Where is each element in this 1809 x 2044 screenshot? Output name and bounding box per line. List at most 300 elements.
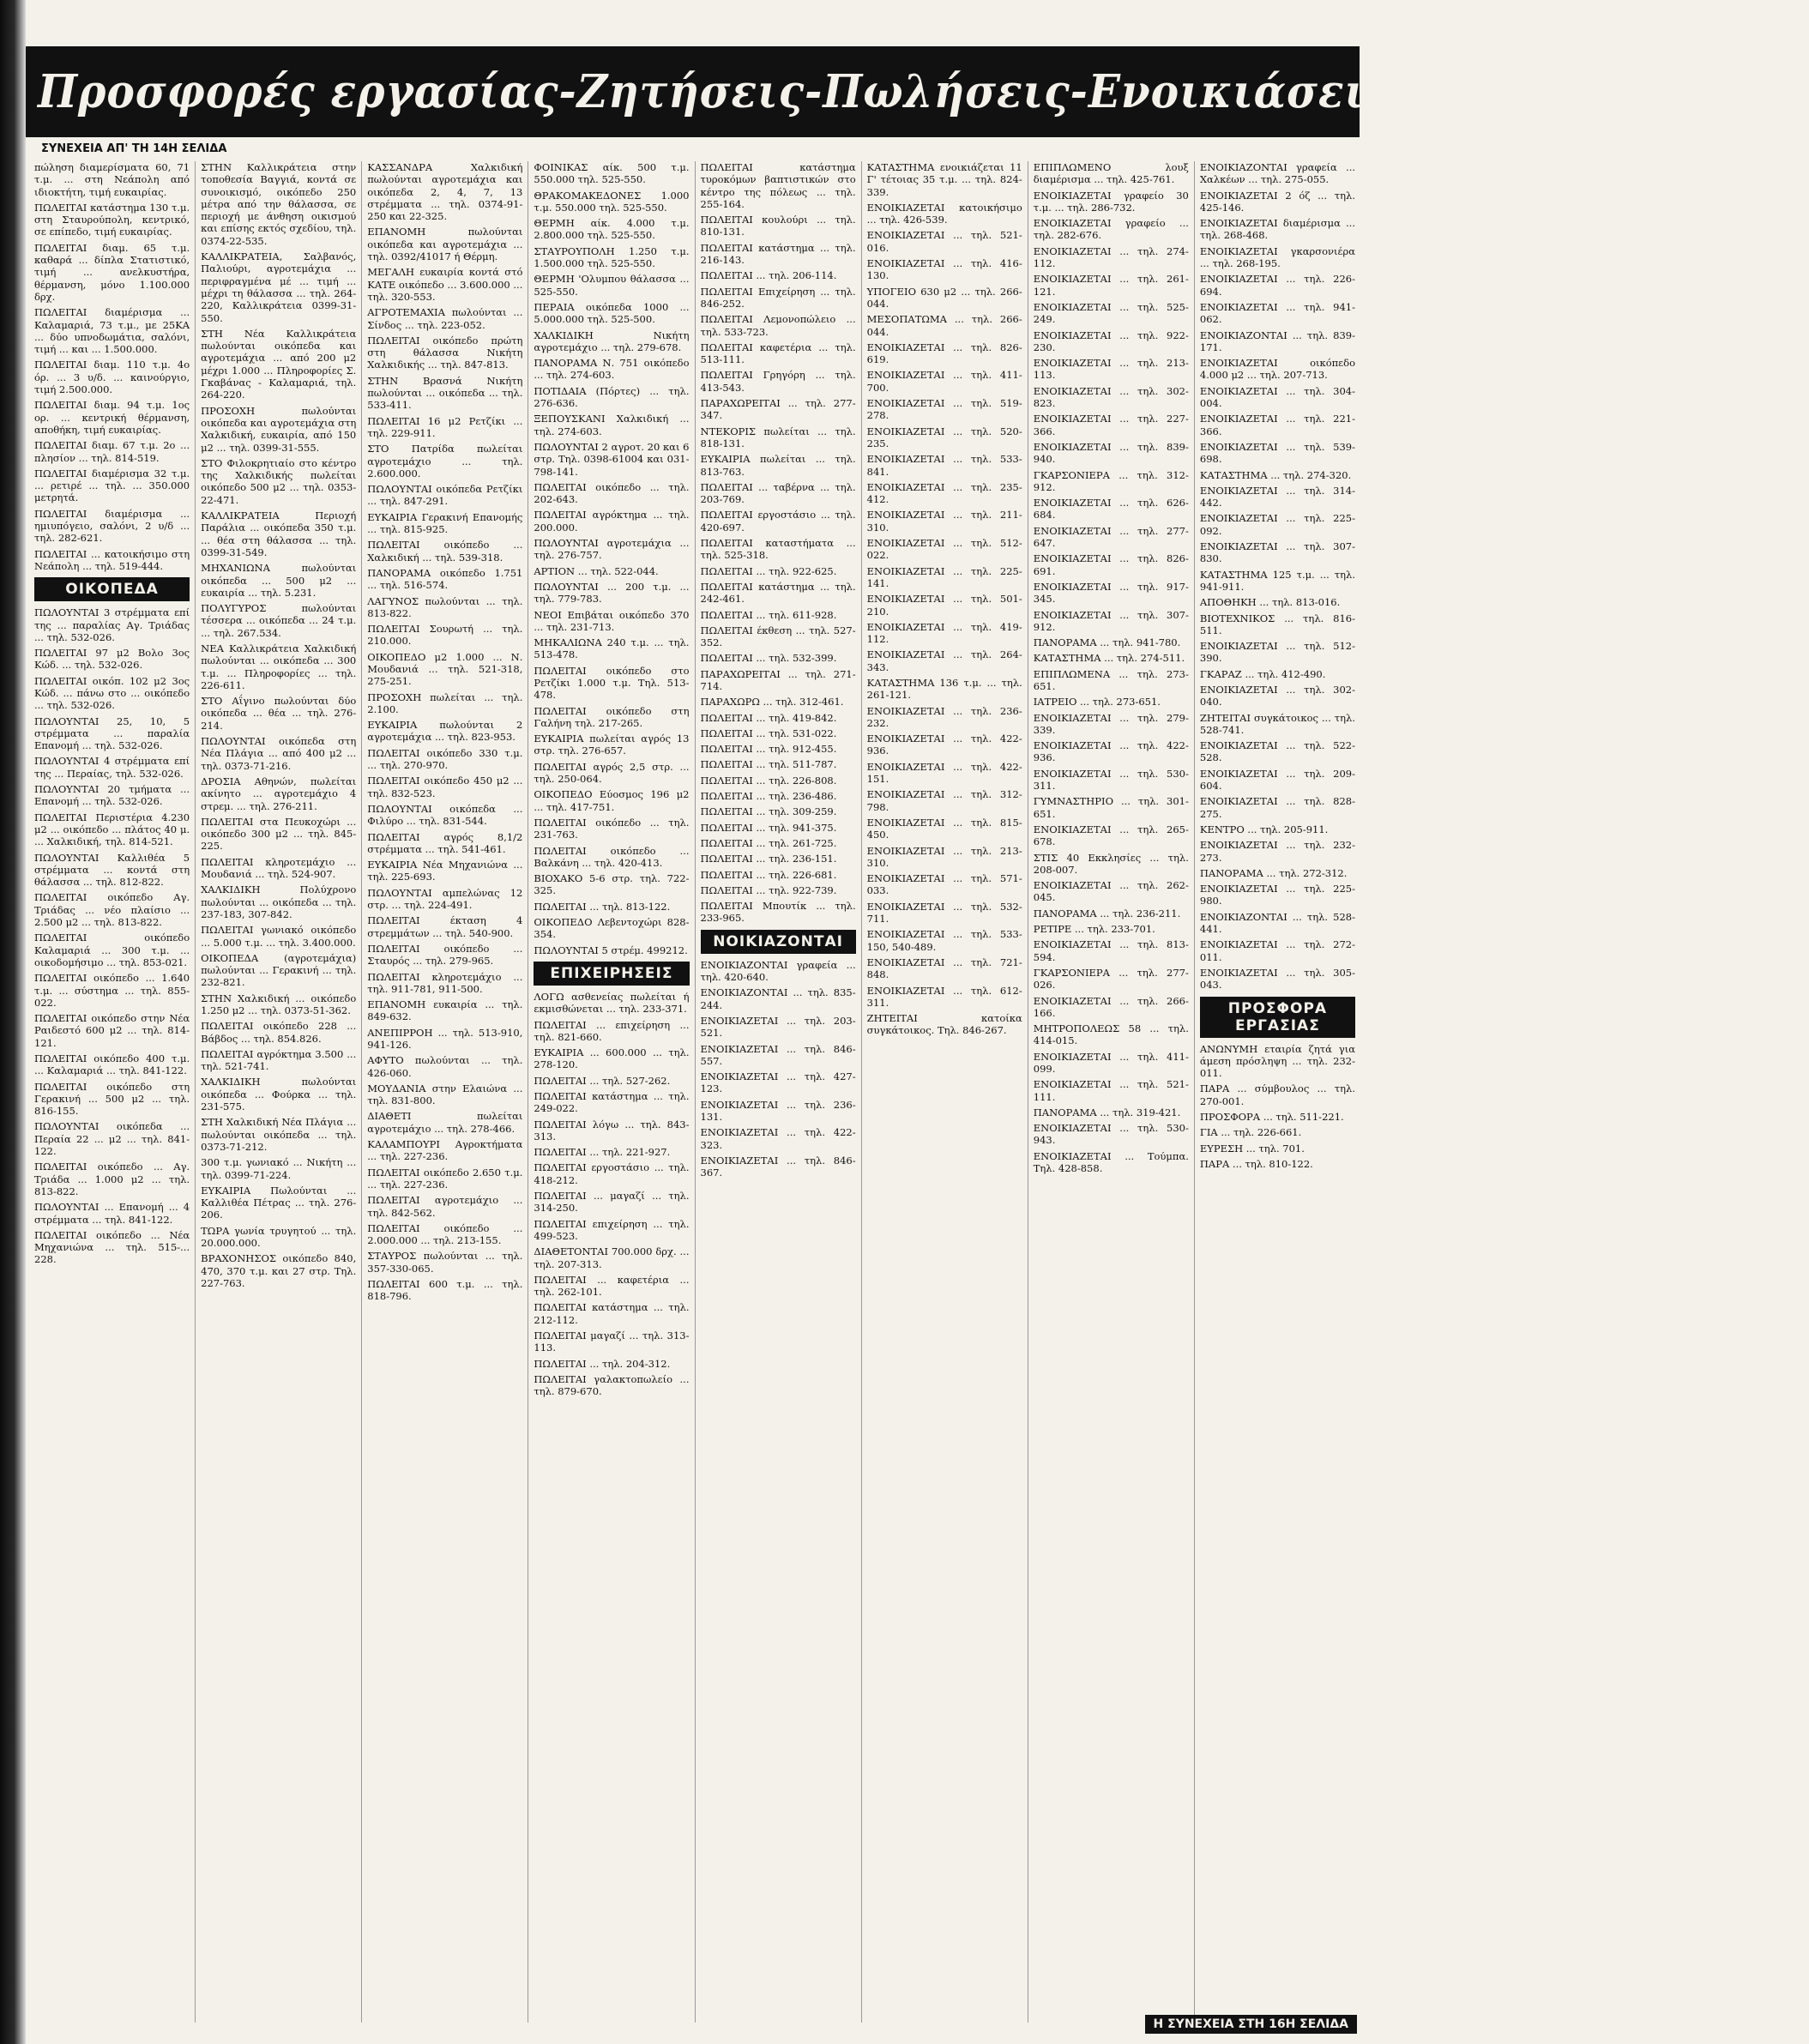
classified-ad: ΕΝΟΙΚΙΑΖΕΤΑΙ ... τηλ. 422-936. bbox=[866, 733, 1022, 757]
classified-ad: ΕΥΚΑΙΡΙΑ πωλείται ... τηλ. 813-763. bbox=[700, 453, 856, 478]
classified-ad: ΝΕΟΙ Επιβάται οικόπεδο 370 ... τηλ. 231-713. bbox=[534, 608, 690, 633]
classified-ad: ΕΝΟΙΚΙΑΖΕΤΑΙ ... τηλ. 815-450. bbox=[866, 816, 1022, 841]
classified-ad: ΠΑΡΑ ... τηλ. 810-122. bbox=[1199, 1157, 1313, 1170]
classified-ad: ΕΝΟΙΚΙΑΖΟΝΤΑΙ ... τηλ. 839-171. bbox=[1199, 329, 1355, 353]
classified-ad: ΠΩΛΕΙΤΑΙ στα Πευκοχώρι ... οικόπεδο 300 μ2 ... τηλ. 845-225. bbox=[201, 815, 357, 853]
classified-ad: ΠΩΛΕΙΤΑΙ διαμέρισμα ... ημιυπόγειο, σαλόνι, 2 υ/δ ... τηλ. 282-621. bbox=[34, 507, 190, 545]
classified-ad: ΠΩΛΕΙΤΑΙ οικόπεδο Καλαμαριά ... 300 τ.μ. ... οικοδομήσιμο ... τηλ. 853-021. bbox=[34, 932, 190, 968]
classified-ad: ΠΩΛΕΙΤΑΙ αγροτεμάχιο ... τηλ. 842-562. bbox=[367, 1194, 523, 1219]
classified-ad: ΑΠΟΘΗΚΗ ... τηλ. 813-016. bbox=[1199, 596, 1341, 609]
classified-ad: ΠΩΛΕΙΤΑΙ ... καφετέρια ... τηλ. 262-101. bbox=[534, 1273, 690, 1299]
classified-ad: ΠΩΛΕΙΤΑΙ καταστήματα ... τηλ. 525-318. bbox=[700, 537, 856, 562]
classified-ad: ΕΝΟΙΚΙΑΖΕΤΑΙ διαμέρισμα ... τηλ. 268-468. bbox=[1199, 217, 1355, 242]
classified-ad: ΠΕΡΑΙΑ οικόπεδα 1000 ... 5.000.000 τηλ. 525-500. bbox=[534, 300, 690, 326]
classified-ad: ΠΩΛΕΙΤΑΙ αγρός 8,1/2 στρέμματα ... τηλ. 541-461. bbox=[367, 830, 523, 855]
classified-ad: ΚΑΤΑΣΤΗΜΑ ... τηλ. 274-511. bbox=[1033, 652, 1185, 665]
classified-columns bbox=[29, 161, 1360, 2023]
classified-ad: ΠΩΛΕΙΤΑΙ γωνιακό οικόπεδο ... 5.000 τ.μ. ... τηλ. 3.400.000. bbox=[201, 924, 357, 949]
classified-ad: ΕΝΟΙΚΙΑΖΟΝΤΑΙ γραφεία ... τηλ. 420-640. bbox=[700, 958, 856, 984]
classified-ad: ΚΑΛΛΙΚΡΑΤΕΙΑ Περιοχή Παράλια ... οικόπεδα 350 τ.μ. ... θέα στη θάλασσα ... τηλ. 0399-31-549. bbox=[201, 509, 357, 558]
classified-ad: ΠΩΛΕΙΤΑΙ ... τηλ. 236-486. bbox=[700, 790, 837, 803]
column-8 bbox=[1195, 161, 1360, 2023]
classified-ad: ΔΡΟΣΙΑ Αθηνών, πωλείται ακίνητο ... αγροτεμάχιο 4 στρεμ. ... τηλ. 276-211. bbox=[201, 775, 357, 812]
classified-ad: ΠΩΛΟΥΝΤΑΙ οικόπεδα ... Περαία 22 ... μ2 ... τηλ. 841-122. bbox=[34, 1120, 190, 1158]
classified-ad: ΠΩΛΕΙΤΑΙ αγρός 2,5 στρ. ... τηλ. 250-064. bbox=[534, 760, 690, 786]
section-heading: ΟΙΚΟΠΕΔΑ bbox=[34, 577, 190, 601]
classified-ad: ΠΩΛΕΙΤΑΙ οικόπεδο στο Ρετζίκι 1.000 τ.μ. Τηλ. 513-478. bbox=[534, 664, 690, 702]
classified-ad: ΔΙΑΘΕΤΟΝΤΑΙ 700.000 δρχ. ... τηλ. 207-313. bbox=[534, 1245, 690, 1270]
classified-ad: ΕΥΚΑΙΡΙΑ Γερακινή Επανομής ... τηλ. 815-925. bbox=[367, 510, 523, 536]
classified-ad: ΕΝΟΙΚΙΑΖΕΤΑΙ ... τηλ. 846-367. bbox=[700, 1154, 856, 1179]
classified-ad: ΠΩΛΕΙΤΑΙ κατάστημα ... τηλ. 242-461. bbox=[700, 580, 856, 606]
classified-ad: ΕΝΟΙΚΙΑΖΕΤΑΙ γραφείο 30 τ.μ. ... τηλ. 286-732. bbox=[1033, 189, 1189, 214]
classified-ad: ΠΟΛΥΓΥΡΟΣ πωλούνται τέσσερα ... οικόπεδα ... 24 τ.μ. ... τηλ. 267.534. bbox=[201, 602, 357, 639]
classified-ad: ΖΗΤΕΙΤΑΙ συγκάτοικος ... τηλ. 528-741. bbox=[1199, 711, 1355, 736]
classified-ad: ΕΝΟΙΚΙΑΖΕΤΑΙ ... τηλ. 272-011. bbox=[1199, 938, 1355, 963]
classified-ad: ΜΗΚΑΛΙΩΝΑ 240 τ.μ. ... τηλ. 513-478. bbox=[534, 636, 690, 661]
classified-ad: ΕΠΙΠΛΩΜΕΝΑ ... τηλ. 273-651. bbox=[1033, 667, 1189, 692]
classified-ad: ΠΩΛΟΥΝΤΑΙ 4 στρέμματα επί της ... Περαίας, τηλ. 532-026. bbox=[34, 755, 190, 780]
classified-ad: ΠΩΛΟΥΝΤΑΙ αμπελώνας 12 στρ. ... τηλ. 224-491. bbox=[367, 886, 523, 912]
classified-ad: ΠΩΛΟΥΝΤΑΙ ... 200 τ.μ. ... τηλ. 779-783. bbox=[534, 580, 690, 606]
classified-ad: ΠΑΝΟΡΑΜΑ οικόπεδο 1.751 ... τηλ. 516-574. bbox=[367, 566, 523, 592]
classified-ad: ΠΩΛΕΙΤΑΙ οικόπ. 102 μ2 3ος Κώδ. ... πάνω στο ... οικόπεδο ... τηλ. 532-026. bbox=[34, 674, 190, 712]
classified-ad: ΕΝΟΙΚΙΑΖΕΤΑΙ ... τηλ. 225-980. bbox=[1199, 883, 1355, 907]
classified-ad: ΠΩΛΕΙΤΑΙ ... τηλ. 226-808. bbox=[700, 774, 837, 787]
classified-ad: ΑΡΤΙΟΝ ... τηλ. 522-044. bbox=[534, 564, 659, 577]
classified-ad: ΓΚΑΡΣΟΝΙΕΡΑ ... τηλ. 312-912. bbox=[1033, 468, 1189, 493]
classified-ad: ΕΝΟΙΚΙΑΖΕΤΑΙ ... τηλ. 828-275. bbox=[1199, 795, 1355, 820]
classified-ad: ΠΩΛΟΥΝΤΑΙ ... Επανομή ... 4 στρέμματα ... τηλ. 841-122. bbox=[34, 1201, 190, 1226]
classified-ad: ΡΕΤΙΡΕ ... τηλ. 233-701. bbox=[1033, 923, 1155, 936]
classified-ad: ΠΩΛΕΙΤΑΙ ... επιχείρηση ... τηλ. 821-660. bbox=[534, 1018, 690, 1043]
classified-ad: ΙΑΤΡΕΙΟ ... τηλ. 273-651. bbox=[1033, 696, 1161, 708]
classified-ad: ΣΤΗΝ Καλλικράτεια στην τοποθεσία Βαγγιά, κοντά σε συνοικισμό, οικόπεδο 250 μέτρα από την θάλασσα, σε περιοχή με άνθηση οικισμού και επίσης εκτός σχεδίου, τηλ. 0374-22-535. bbox=[201, 161, 357, 247]
classified-ad: ΚΑΛΛΙΚΡΑΤΕΙΑ, Σαλβανός, Παλιούρι, αγροτεμάχια ... περιφραγμένα μέ ... τιμή ... μέχρι τη θάλασσα ... τηλ. 264-220, Καλλικράτεια 0399-31-550. bbox=[201, 250, 357, 324]
classified-ad: ΖΗΤΕΙΤΑΙ κατοίκα συγκάτοικος. Τηλ. 846-267. bbox=[866, 1012, 1022, 1037]
classified-ad: ΟΙΚΟΠΕΔΟ Λεβεντοχώρι 828-354. bbox=[534, 916, 690, 941]
classified-ad: ΓΚΑΡΑΖ ... τηλ. 412-490. bbox=[1199, 667, 1326, 680]
classified-ad: ΠΩΛΕΙΤΑΙ οικόπεδο 450 μ2 ... τηλ. 832-523. bbox=[367, 775, 523, 799]
classified-ad: ΕΝΟΙΚΙΑΖΕΤΑΙ ... τηλ. 846-557. bbox=[700, 1042, 856, 1067]
classified-ad: ΠΩΛΕΙΤΑΙ ... τηλ. 912-455. bbox=[700, 743, 837, 756]
classified-ad: ΠΩΛΕΙΤΑΙ ... τηλ. 922-625. bbox=[700, 564, 837, 577]
classified-ad: ΒΙΟΧΑΚΟ 5-6 στρ. τηλ. 722-325. bbox=[534, 872, 690, 897]
classified-ad: ΕΝΟΙΚΙΑΖΕΤΑΙ κατοικήσιμο ... τηλ. 426-539. bbox=[866, 201, 1022, 226]
classified-ad: ΜΗΧΑΝΙΩΝΑ πωλούνται οικόπεδα ... 500 μ2 ... ευκαιρία ... τηλ. 5.231. bbox=[201, 562, 357, 599]
classified-ad: ΜΟΥΔΑΝΙΑ στην Ελαιώνα ... τηλ. 831-800. bbox=[367, 1082, 523, 1107]
classified-ad: ΠΩΛΕΙΤΑΙ επιχείρηση ... τηλ. 499-523. bbox=[534, 1217, 690, 1242]
classified-ad: ΠΩΛΕΙΤΑΙ διαμ. 94 τ.μ. 1ος ορ. ... κεντρική θέρμανση, αποθήκη, τιμή ευκαιρίας. bbox=[34, 399, 190, 436]
classified-ad: ΕΝΟΙΚΙΑΖΕΤΑΙ ... τηλ. 501-210. bbox=[866, 593, 1022, 618]
classified-ad: ΕΝΟΙΚΙΑΖΕΤΑΙ 2 όζ ... τηλ. 425-146. bbox=[1199, 189, 1355, 214]
classified-ad: ΕΝΟΙΚΙΑΖΕΤΑΙ ... τηλ. 236-131. bbox=[700, 1098, 856, 1123]
classified-ad: ΠΩΛΕΙΤΑΙ οικόπεδο ... 1.640 τ.μ. ... σύστημα ... τηλ. 855-022. bbox=[34, 972, 190, 1009]
classified-ad: ΠΩΛΕΙΤΑΙ ... ταβέρνα ... τηλ. 203-769. bbox=[700, 480, 856, 506]
classified-ad: ΣΤΗΝ Βρασνά Νικήτη πωλούνται ... οικόπεδα ... τηλ. 533-411. bbox=[367, 374, 523, 412]
classified-ad: ΥΠΟΓΕΙΟ 630 μ2 ... τηλ. 266-044. bbox=[866, 285, 1022, 310]
classified-ad: ΕΝΟΙΚΙΑΖΕΤΑΙ ... τηλ. 312-798. bbox=[866, 788, 1022, 813]
classified-ad: ΠΡΟΣΟΧΗ πωλείται ... τηλ. 2.100. bbox=[367, 690, 523, 715]
classified-ad: ΠΩΛΟΥΝΤΑΙ 25, 10, 5 στρέμματα ... παραλία Επανομή ... τηλ. 532-026. bbox=[34, 714, 190, 752]
classified-ad: ΠΩΛΕΙΤΑΙ οικόπεδο Αγ. Τριάδας ... νέο πλαίσιο ... 2.500 μ2 ... τηλ. 813-822. bbox=[34, 891, 190, 929]
classified-ad: ΠΩΛΕΙΤΑΙ 16 μ2 Ρετζίκι ... τηλ. 229-911. bbox=[367, 414, 523, 439]
classified-ad: ΠΑΝΟΡΑΜΑ ... τηλ. 236-211. bbox=[1033, 907, 1181, 919]
classified-ad: ΠΑΡΑΧΩΡΩ ... τηλ. 312-461. bbox=[700, 696, 844, 708]
classified-ad: ΘΕΡΜΗ αίκ. 4.000 τ.μ. 2.800.000 τηλ. 525-550. bbox=[534, 217, 690, 242]
classified-ad: ΠΩΛΕΙΤΑΙ 600 τ.μ. ... τηλ. 818-796. bbox=[367, 1278, 523, 1303]
classified-ad: ΕΝΟΙΚΙΑΖΕΤΑΙ ... τηλ. 279-339. bbox=[1033, 711, 1189, 736]
classified-ad: ΝΕΑ Καλλικράτεια Χαλκιδική πωλούνται ... οικόπεδα ... 300 τ.μ. ... Πληροφορίες ... τηλ. 226-611. bbox=[201, 642, 357, 691]
classified-ad: ΠΩΛΕΙΤΑΙ οικόπεδο ... τηλ. 231-763. bbox=[534, 816, 690, 841]
classified-ad: ΕΝΟΙΚΙΑΖΕΤΑΙ ... τηλ. 422-323. bbox=[700, 1126, 856, 1151]
classified-ad: ΠΩΛΕΙΤΑΙ οικόπεδο 330 τ.μ. ... τηλ. 270-970. bbox=[367, 746, 523, 772]
classified-ad: ΠΩΛΕΙΤΑΙ αγρόκτημα ... τηλ. 200.000. bbox=[534, 509, 690, 534]
classified-ad: ΕΝΟΙΚΙΑΖΕΤΑΙ ... τηλ. 826-619. bbox=[866, 341, 1022, 366]
classified-ad: πώληση διαμερίσματα 60, 71 τ.μ. ... στη Νεάπολη από ιδιοκτήτη, τιμή ευκαιρίας. bbox=[34, 161, 190, 198]
classified-ad: ΠΩΛΟΥΝΤΑΙ 5 στρέμ. 499212. bbox=[534, 944, 688, 956]
classified-ad: ΧΑΛΚΙΔΙΚΗ Νικήτη αγροτεμάχιο ... τηλ. 279-678. bbox=[534, 329, 690, 353]
classified-ad: ΣΤΗΝ Χαλκιδική ... οικόπεδο 1.250 μ2 ... τηλ. 0373-51-362. bbox=[201, 992, 357, 1016]
section-heading: ΠΡΟΣΦΟΡΑ ΕΡΓΑΣΙΑΣ bbox=[1200, 997, 1355, 1038]
classified-ad: ΚΑΣΣΑΝΔΡΑ Χαλκιδική πωλούνται αγροτεμάχια και οικόπεδα 2, 4, 7, 13 στρέμματα ... τηλ. 0374-91-250 και 22-325. bbox=[367, 161, 523, 223]
classified-ad: ΠΩΛΕΙΤΑΙ κατάστημα 130 τ.μ. στη Σταυρούπολη, κεντρικό, σε επίπεδο, τιμή ευκαιρίας. bbox=[34, 201, 190, 238]
classified-ad: ΕΝΟΙΚΙΑΖΟΝΤΑΙ ... τηλ. 835-244. bbox=[700, 986, 856, 1011]
classified-ad: ΠΑΝΟΡΑΜΑ Ν. 751 οικόπεδο ... τηλ. 274-603. bbox=[534, 357, 690, 382]
classified-ad: ΕΝΟΙΚΙΑΖΟΝΤΑΙ γραφεία ... Χαλκέων ... τηλ. 275-055. bbox=[1199, 161, 1355, 186]
classified-ad: ΣΤΟ Αΐγινο πωλούνται δύο οικόπεδα ... θέα ... τηλ. 276-214. bbox=[201, 695, 357, 732]
classified-ad: ΕΝΟΙΚΙΑΖΕΤΑΙ ... τηλ. 225-092. bbox=[1199, 512, 1355, 537]
classified-ad: ΠΑΝΟΡΑΜΑ ... τηλ. 272-312. bbox=[1199, 866, 1348, 879]
classified-ad: ΒΡΑΧΟΝΗΣΟΣ οικόπεδο 840, 470, 370 τ.μ. και 27 στρ. Τηλ. 227-763. bbox=[201, 1252, 357, 1289]
classified-ad: ΓΙΑ ... τηλ. 226-661. bbox=[1199, 1126, 1302, 1139]
classified-ad: ΓΥΜΝΑΣΤΗΡΙΟ ... τηλ. 301-651. bbox=[1033, 795, 1189, 820]
classified-ad: ΕΥΚΑΙΡΙΑ Νέα Μηχανιώνα ... τηλ. 225-693. bbox=[367, 859, 523, 883]
classified-ad: ΠΩΛΕΙΤΑΙ ... κατοικήσιμο στη Νεάπολη ... τηλ. 519-444. bbox=[34, 547, 190, 572]
classified-ad: ΕΝΟΙΚΙΑΖΕΤΑΙ ... τηλ. 411-099. bbox=[1033, 1050, 1189, 1075]
classified-ad: ΕΝΟΙΚΙΑΖΕΤΑΙ ... τηλ. 266-166. bbox=[1033, 994, 1189, 1019]
classified-ad: ΠΩΛΕΙΤΑΙ διαμ. 65 τ.μ. καθαρά ... δίπλα Στατιστικό, τιμή ... ανελκυστήρα, θέρμανση, μόνο 1.100.000 δρχ. bbox=[34, 241, 190, 303]
classified-ad: ΠΩΛΕΙΤΑΙ οικόπεδο ... Νέα Μηχανιώνα ... τηλ. 515-... 228. bbox=[34, 1228, 190, 1266]
classified-ad: ΚΑΤΑΣΤΗΜΑ 125 τ.μ. ... τηλ. 941-911. bbox=[1199, 568, 1355, 593]
classified-ad: ΠΩΛΕΙΤΑΙ έκταση 4 στρεμμάτων ... τηλ. 540-900. bbox=[367, 914, 523, 939]
classified-ad: ΠΩΛΕΙΤΑΙ διαμέρισμα ... Καλαμαριά, 73 τ.μ., με 25ΚΑ ... δύο υπνοδωμάτια, σαλόνι, τιμή ... και ... 1.500.000. bbox=[34, 306, 190, 356]
classified-ad: ΠΩΛΕΙΤΑΙ εργοστάσιο ... τηλ. 420-697. bbox=[700, 509, 856, 534]
section-heading: ΝΟΙΚΙΑΖΟΝΤΑΙ bbox=[701, 930, 856, 954]
classified-ad: ΠΩΛΕΙΤΑΙ ... τηλ. 922-739. bbox=[700, 883, 837, 896]
classified-ad: ΠΩΛΕΙΤΑΙ οικόπεδο στην Νέα Ραιδεστό 600 μ2 ... τηλ. 814-121. bbox=[34, 1012, 190, 1049]
page-binding-edge bbox=[0, 0, 26, 2044]
classified-ad: ΕΝΟΙΚΙΑΖΕΤΑΙ ... τηλ. 532-711. bbox=[866, 900, 1022, 926]
classified-ad: ΠΩΛΟΥΝΤΑΙ αγροτεμάχια ... τηλ. 276-757. bbox=[534, 537, 690, 562]
classified-ad: ΠΩΛΕΙΤΑΙ ... τηλ. 206-114. bbox=[700, 269, 837, 282]
classified-ad: ΠΡΟΣΦΟΡΑ ... τηλ. 511-221. bbox=[1199, 1111, 1344, 1123]
classified-ad: ΔΙΑΘΕΤΙ πωλείται αγροτεμάχιο ... τηλ. 278-466. bbox=[367, 1110, 523, 1135]
classified-ad: ΘΕΡΜΗ 'Ολυμπου θάλασσα ... 525-550. bbox=[534, 273, 690, 298]
classified-ad: ΝΤΕΚΟΡΙΣ πωλείται ... τηλ. 818-131. bbox=[700, 425, 856, 449]
classified-ad: ΕΝΟΙΚΙΑΖΕΤΑΙ ... τηλ. 411-700. bbox=[866, 369, 1022, 394]
classified-ad: ΣΤΗ Χαλκιδική Νέα Πλάγια ... πωλούνται οικόπεδα ... τηλ. 0373-71-212. bbox=[201, 1116, 357, 1153]
classified-ad: ΕΝΟΙΚΙΑΖΕΤΑΙ ... τηλ. 941-062. bbox=[1199, 300, 1355, 326]
classified-ad: ΣΤΑΥΡΟΥΠΟΛΗ 1.250 τ.μ. 1.500.000 τηλ. 525-550. bbox=[534, 244, 690, 270]
classified-ad: ΕΝΟΙΚΙΑΖΕΤΑΙ ... τηλ. 922-230. bbox=[1033, 329, 1189, 353]
classified-ad: ΠΩΛΕΙΤΑΙ λόγω ... τηλ. 843-313. bbox=[534, 1118, 690, 1143]
classified-ad: ΕΝΟΙΚΙΑΖΕΤΑΙ ... τηλ. 721-848. bbox=[866, 956, 1022, 981]
classified-ad: ΠΑΡΑ ... σύμβουλος ... τηλ. 270-001. bbox=[1199, 1082, 1355, 1107]
classified-ad: ΕΝΟΙΚΙΑΖΕΤΑΙ ... τηλ. 826-691. bbox=[1033, 552, 1189, 577]
classified-ad: ΠΩΛΕΙΤΑΙ οικόπεδο στη Γαλήνη τηλ. 217-265. bbox=[534, 704, 690, 729]
classified-ad: ΠΩΛΕΙΤΑΙ ... μαγαζί ... τηλ. 314-250. bbox=[534, 1190, 690, 1215]
classified-ad: ΕΝΟΙΚΙΑΖΕΤΑΙ ... τηλ. 427-123. bbox=[700, 1070, 856, 1095]
classified-ad: ΠΩΛΟΥΝΤΑΙ 20 τμήματα ... Επανομή ... τηλ. 532-026. bbox=[34, 783, 190, 808]
classified-ad: ΕΝΟΙΚΙΑΖΕΤΑΙ ... τηλ. 236-232. bbox=[866, 704, 1022, 729]
classified-ad: ΠΩΛΕΙΤΑΙ κατάστημα τυροκόμων βαπτιστικών στο κέντρο της πόλεως ... τηλ. 255-164. bbox=[700, 161, 856, 210]
classified-ad: ΜΗΤΡΟΠΟΛΕΩΣ 58 ... τηλ. 414-015. bbox=[1033, 1022, 1189, 1047]
classified-ad: ΕΝΟΙΚΙΑΖΕΤΑΙ ... τηλ. 232-273. bbox=[1199, 839, 1355, 864]
classified-ad: ΠΩΛΕΙΤΑΙ Γρηγόρη ... τηλ. 413-543. bbox=[700, 369, 856, 394]
classified-ad: ΣΤΗ Νέα Καλλικράτεια πωλούνται οικόπεδα και αγροτεμάχια ... από 200 μ2 μέχρι 1.000 ... Πληροφορίες Σ. Γκαβάνας - Καλαμαριά, τηλ. 264-220. bbox=[201, 327, 357, 401]
classified-ad: ΕΝΟΙΚΙΑΖΕΤΑΙ ... τηλ. 221-366. bbox=[1199, 413, 1355, 437]
classified-ad: ΕΝΟΙΚΙΑΖΕΤΑΙ ... τηλ. 512-390. bbox=[1199, 640, 1355, 665]
classified-ad: ΠΩΛΕΙΤΑΙ γαλακτοπωλείο ... τηλ. 879-670. bbox=[534, 1372, 690, 1398]
classified-ad: ΠΩΛΕΙΤΑΙ οικόπεδο ... τηλ. 202-643. bbox=[534, 480, 690, 506]
classified-ad: ΠΩΛΕΙΤΑΙ 97 μ2 Βολο 3ος Κώδ. ... τηλ. 532-026. bbox=[34, 647, 190, 672]
classified-ad: ΠΩΛΕΙΤΑΙ οικόπεδο ... Βαλκάνη ... τηλ. 420-413. bbox=[534, 844, 690, 869]
classified-ad: ΕΝΟΙΚΙΑΖΕΤΑΙ ... τηλ. 307-830. bbox=[1199, 540, 1355, 565]
classified-ad: ΕΝΟΙΚΙΑΖΕΤΑΙ ... τηλ. 419-112. bbox=[866, 620, 1022, 646]
column-6 bbox=[862, 161, 1028, 2023]
classified-ad: ΕΝΟΙΚΙΑΖΕΤΑΙ ... τηλ. 307-912. bbox=[1033, 608, 1189, 633]
classified-ad: ΠΩΛΕΙΤΑΙ ... τηλ. 419-842. bbox=[700, 711, 837, 724]
classified-ad: ΕΥΚΑΙΡΙΑ πωλούνται 2 αγροτεμάχια ... τηλ. 823-953. bbox=[367, 719, 523, 744]
classified-ad: ΕΝΟΙΚΙΑΖΕΤΑΙ ... τηλ. 211-310. bbox=[866, 509, 1022, 534]
classified-ad: ΠΩΛΕΙΤΑΙ ... τηλ. 532-399. bbox=[700, 652, 837, 665]
classified-ad: ΕΝΟΙΚΙΑΖΕΤΑΙ ... τηλ. 213-310. bbox=[866, 844, 1022, 869]
classified-ad: ΕΝΟΙΚΙΑΖΕΤΑΙ ... τηλ. 530-311. bbox=[1033, 767, 1189, 793]
classified-ad: ΕΝΟΙΚΙΑΖΕΤΑΙ ... τηλ. 839-940. bbox=[1033, 440, 1189, 466]
classified-ad: ΕΝΟΙΚΙΑΖΕΤΑΙ ... τηλ. 422-936. bbox=[1033, 739, 1189, 764]
classified-ad: ΠΩΛΕΙΤΑΙ διαμέρισμα 32 τ.μ. ... ρετιρέ ... τηλ. ... 350.000 μετρητά. bbox=[34, 467, 190, 504]
classified-ad: ΧΑΛΚΙΔΙΚΗ πωλούνται οικόπεδα ... Φούρκα ... τηλ. 231-575. bbox=[201, 1076, 357, 1113]
classified-ad: ΕΝΟΙΚΙΑΖΕΤΑΙ ... τηλ. 522-528. bbox=[1199, 739, 1355, 764]
classified-ad: ΕΝΟΙΚΙΑΖΕΤΑΙ ... τηλ. 533-841. bbox=[866, 453, 1022, 478]
classified-ad: ΛΟΓΩ ασθενείας πωλείται ή εκμισθώνεται ... τηλ. 233-371. bbox=[534, 990, 690, 1016]
classified-ad: ΕΝΟΙΚΙΑΖΕΤΑΙ ... τηλ. 422-151. bbox=[866, 760, 1022, 786]
classified-ad: ΠΩΛΕΙΤΑΙ οικόπεδο ... Αγ. Τριάδα ... 1.000 μ2 ... τηλ. 813-822. bbox=[34, 1161, 190, 1197]
classified-ad: ΠΩΛΕΙΤΑΙ ... τηλ. 204-312. bbox=[534, 1357, 671, 1370]
classified-ad: ΚΕΝΤΡΟ ... τηλ. 205-911. bbox=[1199, 823, 1329, 835]
classified-ad: ΜΕΣΟΠΑΤΩΜΑ ... τηλ. 266-044. bbox=[866, 313, 1022, 338]
classified-ad: ΠΩΛΕΙΤΑΙ ... τηλ. 309-259. bbox=[700, 805, 837, 818]
classified-ad: ΠΩΛΟΥΝΤΑΙ οικόπεδα ... Φιλύρο ... τηλ. 831-544. bbox=[367, 802, 523, 828]
classified-ad: ΠΩΛΕΙΤΑΙ ... τηλ. 226-681. bbox=[700, 868, 837, 881]
classified-ad: ΕΝΟΙΚΙΑΖΕΤΑΙ ... τηλ. 277-647. bbox=[1033, 524, 1189, 550]
classified-ad: ΠΩΛΟΥΝΤΑΙ 3 στρέμματα επί της ... παραλίας Αγ. Τριάδας ... τηλ. 532-026. bbox=[34, 606, 190, 643]
classified-ad: ΞΕΠΟΥΣΚΑΝΙ Χαλκιδική ... τηλ. 274-603. bbox=[534, 413, 690, 437]
classified-ad: ΧΑΛΚΙΔΙΚΗ Πολύχρονο πωλούνται ... οικόπεδα ... τηλ. 237-183, 307-842. bbox=[201, 883, 357, 920]
classified-ad: ΠΩΛΕΙΤΑΙ ... τηλ. 261-725. bbox=[700, 836, 837, 849]
section-heading: ΕΠΙΧΕΙΡΗΣΕΙΣ bbox=[534, 962, 689, 986]
classified-ad: ΕΝΟΙΚΙΑΖΕΤΑΙ ... τηλ. 521-111. bbox=[1033, 1078, 1189, 1103]
classified-ad: ΕΥΡΕΣΗ ... τηλ. 701. bbox=[1199, 1142, 1305, 1155]
classified-ad: ΕΝΟΙΚΙΑΖΕΤΑΙ ... τηλ. 265-678. bbox=[1033, 823, 1189, 848]
classified-ad: ΕΝΟΙΚΙΑΖΕΤΑΙ ... τηλ. 235-412. bbox=[866, 480, 1022, 506]
classified-ad: ΠΩΛΕΙΤΑΙ ... τηλ. 527-262. bbox=[534, 1074, 671, 1087]
classified-ad: ΜΕΓΑΛΗ ευκαιρία κοντά στό ΚΑΤΕ οικόπεδο ... 3.600.000 ... τηλ. 320-553. bbox=[367, 266, 523, 303]
classified-ad: ΣΤΟ Πατρίδα πωλείται αγροτεμάχιο ... τηλ. 2.600.000. bbox=[367, 443, 523, 479]
classified-ad: ΦΟΙΝΙΚΑΣ αίκ. 500 τ.μ. 550.000 τηλ. 525-550. bbox=[534, 161, 690, 186]
classified-ad: ΕΝΟΙΚΙΑΖΕΤΑΙ ... τηλ. 416-130. bbox=[866, 257, 1022, 282]
classified-ad: 300 τ.μ. γωνιακό ... Νικήτη ... τηλ. 0399-71-224. bbox=[201, 1156, 357, 1181]
classified-ad: ΛΑΓΥΝΟΣ πωλούνται ... τηλ. 813-822. bbox=[367, 594, 523, 619]
classified-ad: ΠΩΛΕΙΤΑΙ ... τηλ. 611-928. bbox=[700, 608, 837, 621]
classified-ad: ΕΝΟΙΚΙΑΖΕΤΑΙ ... τηλ. 302-040. bbox=[1199, 683, 1355, 708]
classified-ad: ΠΡΟΣΟΧΗ πωλούνται οικόπεδα και αγροτεμάχια στη Χαλκιδική, ευκαιρία, από 150 μ2 ... τηλ. 0399-31-555. bbox=[201, 404, 357, 454]
classified-ad: ΕΝΟΙΚΙΑΖΕΤΑΙ γραφείο ... τηλ. 282-676. bbox=[1033, 217, 1189, 242]
classified-ad: ΠΩΛΕΙΤΑΙ έκθεση ... τηλ. 527-352. bbox=[700, 624, 856, 649]
classified-ad: ΠΩΛΕΙΤΑΙ μαγαζί ... τηλ. 313-113. bbox=[534, 1330, 690, 1354]
classified-ad: ΣΤΑΥΡΟΣ πωλούνται ... τηλ. 357-330-065. bbox=[367, 1250, 523, 1275]
classified-ad: ΠΩΛΟΥΝΤΑΙ οικόπεδα Ρετζίκι ... τηλ. 847-291. bbox=[367, 483, 523, 508]
classified-ad: ΕΥΚΑΙΡΙΑ Πωλούνται ... Καλλιθέα Πέτρας ... τηλ. 276-206. bbox=[201, 1184, 357, 1221]
classified-ad: ΤΩΡΑ γωνία τρυγητού ... τηλ. 20.000.000. bbox=[201, 1224, 357, 1250]
classified-ad: ΕΝΟΙΚΙΑΖΕΤΑΙ ... τηλ. 612-311. bbox=[866, 984, 1022, 1009]
classified-ad: ΒΙΟΤΕΧΝΙΚΟΣ ... τηλ. 816-511. bbox=[1199, 612, 1355, 636]
classified-ad: ΠΩΛΕΙΤΑΙ κουλούρι ... τηλ. 810-131. bbox=[700, 214, 856, 238]
classified-ad: ΕΝΟΙΚΙΑΖΕΤΑΙ ... τηλ. 262-045. bbox=[1033, 879, 1189, 904]
classified-ad: ΕΠΑΝΟΜΗ ευκαιρία ... τηλ. 849-632. bbox=[367, 998, 523, 1023]
classified-ad: ΕΝΟΙΚΙΑΖΕΤΑΙ ... τηλ. 203-521. bbox=[700, 1014, 856, 1040]
classified-ad: ΠΩΛΟΥΝΤΑΙ Καλλιθέα 5 στρέμματα ... κοντά στη θάλασσα ... τηλ. 812-822. bbox=[34, 851, 190, 889]
classified-ad: ΕΝΟΙΚΙΑΖΕΤΑΙ ... τηλ. 314-442. bbox=[1199, 484, 1355, 509]
classified-ad: ΠΩΛΟΥΝΤΑΙ οικόπεδα στη Νέα Πλάγια ... από 400 μ2 ... τηλ. 0373-71-216. bbox=[201, 735, 357, 772]
classified-ad: ΕΝΟΙΚΙΑΖΕΤΑΙ ... τηλ. 917-345. bbox=[1033, 580, 1189, 606]
classified-ad: ΕΝΟΙΚΙΑΖΕΤΑΙ ... τηλ. 571-033. bbox=[866, 872, 1022, 897]
classified-ad: ΠΩΛΕΙΤΑΙ οικόπεδο στη Γερακινή ... 500 μ2 ... τηλ. 816-155. bbox=[34, 1080, 190, 1118]
classified-ad: ΠΩΛΕΙΤΑΙ ... τηλ. 531-022. bbox=[700, 727, 837, 739]
classified-ad: ΣΤΙΣ 40 Εκκλησίες ... τηλ. 208-007. bbox=[1033, 851, 1189, 876]
classified-ad: ΕΝΟΙΚΙΑΖΕΤΑΙ ... τηλ. 813-594. bbox=[1033, 938, 1189, 963]
classified-ad: ΕΝΟΙΚΙΑΖΟΝΤΑΙ ... τηλ. 528-441. bbox=[1199, 910, 1355, 936]
classified-ad: ΠΩΛΕΙΤΑΙ Επιχείρηση ... τηλ. 846-252. bbox=[700, 285, 856, 310]
classified-ad: ΕΝΟΙΚΙΑΖΕΤΑΙ ... τηλ. 520-235. bbox=[866, 425, 1022, 449]
classified-ad: ΠΩΛΕΙΤΑΙ εργοστάσιο ... τηλ. 418-212. bbox=[534, 1161, 690, 1186]
classified-ad: ΠΩΛΕΙΤΑΙ κληροτεμάχιο ... τηλ. 911-781, 911-500. bbox=[367, 970, 523, 995]
classified-ad: ΠΩΛΕΙΤΑΙ κατάστημα ... τηλ. 249-022. bbox=[534, 1090, 690, 1115]
classified-ad: ΠΩΛΕΙΤΑΙ Λεμονοπώλειο ... τηλ. 533-723. bbox=[700, 313, 856, 338]
classified-ad: ΕΥΚΑΙΡΙΑ πωλείται αγρός 13 στρ. τηλ. 276-657. bbox=[534, 733, 690, 757]
classified-ad: ΠΩΛΟΥΝΤΑΙ 2 αγροτ. 20 και 6 στρ. Τηλ. 0398-61004 και 031-798-141. bbox=[534, 440, 690, 478]
classified-ad: ΕΝΟΙΚΙΑΖΕΤΑΙ ... Τούμπα. Τηλ. 428-858. bbox=[1033, 1149, 1189, 1175]
classified-ad: ΠΑΝΟΡΑΜΑ ... τηλ. 941-780. bbox=[1033, 636, 1181, 649]
classified-ad: ΕΝΟΙΚΙΑΖΕΤΑΙ οικόπεδο 4.000 μ2 ... τηλ. 207-713. bbox=[1199, 357, 1355, 382]
classified-ad: ΕΝΟΙΚΙΑΖΕΤΑΙ ... τηλ. 539-698. bbox=[1199, 440, 1355, 466]
classified-ad: ΠΩΛΕΙΤΑΙ οικόπεδο ... 2.000.000 ... τηλ. 213-155. bbox=[367, 1221, 523, 1247]
classified-ad: ΠΩΛΕΙΤΑΙ οικόπεδο 400 τ.μ. ... Καλαμαριά ... τηλ. 841-122. bbox=[34, 1052, 190, 1077]
classified-ad: ΚΑΛΑΜΠΟΥΡΙ Αγροκτήματα ... τηλ. 227-236. bbox=[367, 1138, 523, 1163]
classified-ad: ΕΝΟΙΚΙΑΖΕΤΑΙ ... τηλ. 261-121. bbox=[1033, 273, 1189, 298]
classified-ad: ΑΦΥΤΟ πωλούνται ... τηλ. 426-060. bbox=[367, 1054, 523, 1079]
classified-ad: ΠΩΛΕΙΤΑΙ Περιστέρια 4.230 μ2 ... οικόπεδο ... πλάτος 40 μ. ... Χαλκιδική, τηλ. 814-521. bbox=[34, 811, 190, 848]
column-1 bbox=[29, 161, 196, 2023]
classified-ad: ΠΩΛΕΙΤΑΙ ... τηλ. 236-151. bbox=[700, 853, 837, 865]
classified-ad: ΠΩΛΕΙΤΑΙ ... τηλ. 813-122. bbox=[534, 900, 671, 913]
classified-ad: ΕΠΑΝΟΜΗ πωλούνται οικόπεδα και αγροτεμάχια ... τηλ. 0392/41017 ή Θέρμη. bbox=[367, 226, 523, 263]
column-2 bbox=[196, 161, 362, 2023]
classified-ad: ΠΩΛΕΙΤΑΙ οικόπεδο ... Σταυρός ... τηλ. 279-965. bbox=[367, 942, 523, 968]
classified-ad: ΕΝΟΙΚΙΑΖΕΤΑΙ ... τηλ. 626-684. bbox=[1033, 497, 1189, 522]
column-7 bbox=[1028, 161, 1195, 2023]
classified-ad: ΠΩΛΕΙΤΑΙ ... τηλ. 941-375. bbox=[700, 821, 837, 834]
classified-ad: ΟΙΚΟΠΕΔΟ μ2 1.000 ... Ν. Μουδανιά ... τηλ. 521-318, 275-251. bbox=[367, 650, 523, 688]
classified-ad: ΠΩΛΕΙΤΑΙ καφετέρια ... τηλ. 513-111. bbox=[700, 341, 856, 366]
classified-ad: ΕΝΟΙΚΙΑΖΕΤΑΙ ... τηλ. 530-943. bbox=[1033, 1122, 1189, 1147]
classified-ad: ΠΩΛΕΙΤΑΙ κατάστημα ... τηλ. 212-112. bbox=[534, 1301, 690, 1326]
classified-ad: ΕΝΟΙΚΙΑΖΕΤΑΙ γκαρσονιέρα ... τηλ. 268-195. bbox=[1199, 244, 1355, 270]
classified-ad: ΠΑΡΑΧΩΡΕΙΤΑΙ ... τηλ. 271-714. bbox=[700, 667, 856, 692]
classified-ad: ΠΩΛΕΙΤΑΙ ... τηλ. 511-787. bbox=[700, 758, 837, 771]
classified-ad: ΕΝΟΙΚΙΑΖΕΤΑΙ ... τηλ. 304-004. bbox=[1199, 384, 1355, 410]
classified-ad: ΕΝΟΙΚΙΑΖΕΤΑΙ ... τηλ. 274-112. bbox=[1033, 244, 1189, 270]
classified-ad: ΠΩΛΕΙΤΑΙ οικόπεδο 2.650 τ.μ. ... τηλ. 227-236. bbox=[367, 1166, 523, 1191]
classified-ad: ΕΝΟΙΚΙΑΖΕΤΑΙ ... τηλ. 227-366. bbox=[1033, 413, 1189, 437]
classified-ad: ΕΝΟΙΚΙΑΖΕΤΑΙ ... τηλ. 209-604. bbox=[1199, 767, 1355, 793]
classified-ad: ΠΩΛΕΙΤΑΙ κατάστημα ... τηλ. 216-143. bbox=[700, 241, 856, 267]
classified-ad: ΕΝΟΙΚΙΑΖΕΤΑΙ ... τηλ. 305-043. bbox=[1199, 966, 1355, 992]
classified-ad: ΠΩΛΕΙΤΑΙ Σουρωτή ... τηλ. 210.000. bbox=[367, 623, 523, 648]
classified-ad: ΠΩΛΕΙΤΑΙ Μπουτίκ ... τηλ. 233-965. bbox=[700, 900, 856, 925]
classified-ad: ΕΥΚΑΙΡΙΑ ... 600.000 ... τηλ. 278-120. bbox=[534, 1046, 690, 1071]
column-3 bbox=[362, 161, 528, 2023]
classified-ad: ΠΩΛΕΙΤΑΙ οικόπεδο ... Χαλκιδική ... τηλ. 539-318. bbox=[367, 539, 523, 564]
classified-ad: ΠΑΡΑΧΩΡΕΙΤΑΙ ... τηλ. 277-347. bbox=[700, 397, 856, 422]
classified-ad: ΚΑΤΑΣΤΗΜΑ ενοικιάζεται 11 Γ' τέτοιας 35 τ.μ. ... τηλ. 824-339. bbox=[866, 161, 1022, 198]
classified-ad: ΕΝΟΙΚΙΑΖΕΤΑΙ ... τηλ. 525-249. bbox=[1033, 300, 1189, 326]
classified-ad: ΣΤΟ Φιλοκρητιαίο στο κέντρο της Χαλκιδικής πωλείται οικόπεδο 500 μ2 ... τηλ. 0353-22-471. bbox=[201, 456, 357, 506]
classified-ad: ΟΙΚΟΠΕΔΟ Εύοσμος 196 μ2 ... τηλ. 417-751. bbox=[534, 788, 690, 813]
continued-from-label: ΣΥΝΕΧΕΙΑ ΑΠ' ΤΗ 14Η ΣΕΛΙΔΑ bbox=[41, 142, 227, 155]
classified-ad: ΕΝΟΙΚΙΑΖΕΤΑΙ ... τηλ. 519-278. bbox=[866, 397, 1022, 422]
classified-ad: ΠΑΝΟΡΑΜΑ ... τηλ. 319-421. bbox=[1033, 1106, 1181, 1118]
classified-ad: ΠΩΛΕΙΤΑΙ ... τηλ. 221-927. bbox=[534, 1146, 671, 1159]
classified-ad: ΠΟΤΙΔΑΙΑ (Πόρτες) ... τηλ. 276-636. bbox=[534, 384, 690, 410]
classified-ad: ΕΝΟΙΚΙΑΖΕΤΑΙ ... τηλ. 512-022. bbox=[866, 537, 1022, 562]
masthead-banner bbox=[26, 46, 1809, 137]
classified-ad: ΑΝΕΠΙΡΡΟΗ ... τηλ. 513-910, 941-126. bbox=[367, 1026, 523, 1051]
classified-ad: ΕΝΟΙΚΙΑΖΕΤΑΙ ... τηλ. 521-016. bbox=[866, 229, 1022, 254]
classified-ad: ΚΑΤΑΣΤΗΜΑ 136 τ.μ. ... τηλ. 261-121. bbox=[866, 676, 1022, 702]
classified-ad: ΠΩΛΕΙΤΑΙ οικόπεδο πρώτη στη θάλασσα Νικήτη Χαλκιδικής ... τηλ. 847-813. bbox=[367, 334, 523, 371]
classified-ad: ΚΑΤΑΣΤΗΜΑ ... τηλ. 274-320. bbox=[1199, 468, 1352, 481]
column-4 bbox=[528, 161, 695, 2023]
classified-ad: ΠΩΛΕΙΤΑΙ διαμ. 67 τ.μ. 2ο ... πλησίον ... τηλ. 814-519. bbox=[34, 439, 190, 464]
classified-ad: ΑΝΩΝΥΜΗ εταιρία ζητά για άμεση πρόσληψη ... τηλ. 232-011. bbox=[1199, 1042, 1355, 1080]
classified-ad: ΕΝΟΙΚΙΑΖΕΤΑΙ ... τηλ. 264-343. bbox=[866, 648, 1022, 673]
classified-ad: ΠΩΛΕΙΤΑΙ διαμ. 110 τ.μ. 4ο όρ. ... 3 υ/δ. ... καινούργιο, τιμή 2.500.000. bbox=[34, 359, 190, 396]
classified-ad: ΕΝΟΙΚΙΑΖΕΤΑΙ ... τηλ. 225-141. bbox=[866, 564, 1022, 589]
classified-ad: ΕΝΟΙΚΙΑΖΕΤΑΙ ... τηλ. 213-113. bbox=[1033, 357, 1189, 382]
continued-to-label: Η ΣΥΝΕΧΕΙΑ ΣΤΗ 16Η ΣΕΛΙΔΑ bbox=[1145, 2015, 1357, 2034]
classified-ad: ΕΝΟΙΚΙΑΖΕΤΑΙ ... τηλ. 302-823. bbox=[1033, 384, 1189, 410]
classified-ad: ΑΓΡΟΤΕΜΑΧΙΑ πωλούνται ... Σίνδος ... τηλ. 223-052. bbox=[367, 306, 523, 331]
classified-ad: ΕΠΙΠΛΩΜΕΝΟ λουξ διαμέρισμα ... τηλ. 425-761. bbox=[1033, 161, 1189, 186]
classified-ad: ΘΡΑΚΟΜΑΚΕΔΟΝΕΣ 1.000 τ.μ. 550.000 τηλ. 525-550. bbox=[534, 189, 690, 214]
classified-ad: ΕΝΟΙΚΙΑΖΕΤΑΙ ... τηλ. 226-694. bbox=[1199, 273, 1355, 298]
classified-ad: ΕΝΟΙΚΙΑΖΕΤΑΙ ... τηλ. 533-150, 540-489. bbox=[866, 928, 1022, 953]
column-5 bbox=[696, 161, 862, 2023]
masthead-title: Προσφορές εργασίας-Ζητήσεις-Πωλήσεις-Ενοικιάσεις-Αγορές-Ακίνητα bbox=[38, 65, 1809, 118]
classified-ad: ΠΩΛΕΙΤΑΙ κληροτεμάχιο ... Μουδανιά ... τηλ. 524-907. bbox=[201, 855, 357, 881]
